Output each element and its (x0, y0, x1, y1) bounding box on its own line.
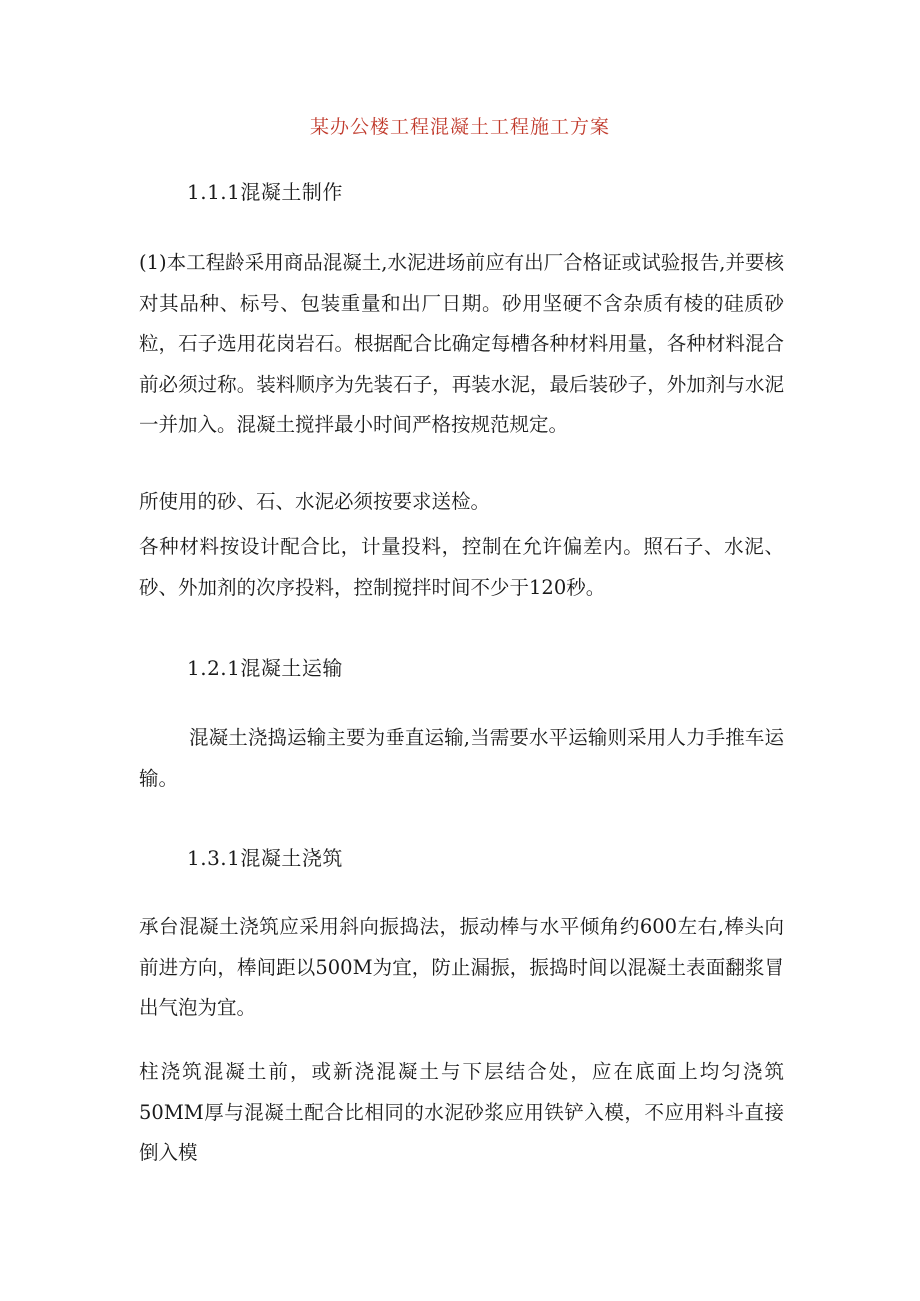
paragraph-concrete-transport: 混凝土浇捣运输主要为垂直运输,当需要水平运输则采用人力手推车运输。 (139, 726, 784, 790)
paragraph-concrete-production: (1)本工程龄采用商品混凝土,水泥进场前应有出厂合格证或试验报告,并要核对其品种、标号、包装重量和出厂日期。砂用坚硬不含杂质有棱的硅质砂粒，石子选用花岗岩石。根据配合比确定每槽各种材料用量，各种材料混合前必须过称。装料顺序为先装石子，再装水泥，最后装砂子，外加剂与水泥一并加入。混凝土搅拌最小时间严格按规范规定。 (139, 251, 784, 436)
section-heading-1-3-1: 1.3.1混凝土浇筑 (187, 846, 343, 870)
section-heading-1-1-1: 1.1.1混凝土制作 (187, 180, 343, 204)
paragraph-mixing-sequence: 各种材料按设计配合比，计量投料，控制在允许偏差内。照石子、水泥、砂、外加剂的次序投料，控制搅拌时间不少于120秒。 (139, 535, 784, 599)
paragraph-pile-cap-pouring: 承台混凝土浇筑应采用斜向振捣法，振动棒与水平倾角约600左右,棒头向前进方向，棒间距以500M为宜，防止漏振，振捣时间以混凝土表面翻浆冒出气泡为宜。 (139, 915, 784, 1019)
section-heading-1-2-1: 1.2.1混凝土运输 (187, 656, 343, 680)
paragraph-material-inspection: 所使用的砂、石、水泥必须按要求送检。 (139, 490, 491, 513)
paragraph-column-pouring: 柱浇筑混凝土前，或新浇混凝土与下层结合处，应在底面上均匀浇筑50MM厚与混凝土配合比相同的水泥砂浆应用铁铲入模，不应用料斗直接倒入模 (139, 1060, 784, 1164)
document-title: 某办公楼工程混凝土工程施工方案 (309, 116, 610, 138)
